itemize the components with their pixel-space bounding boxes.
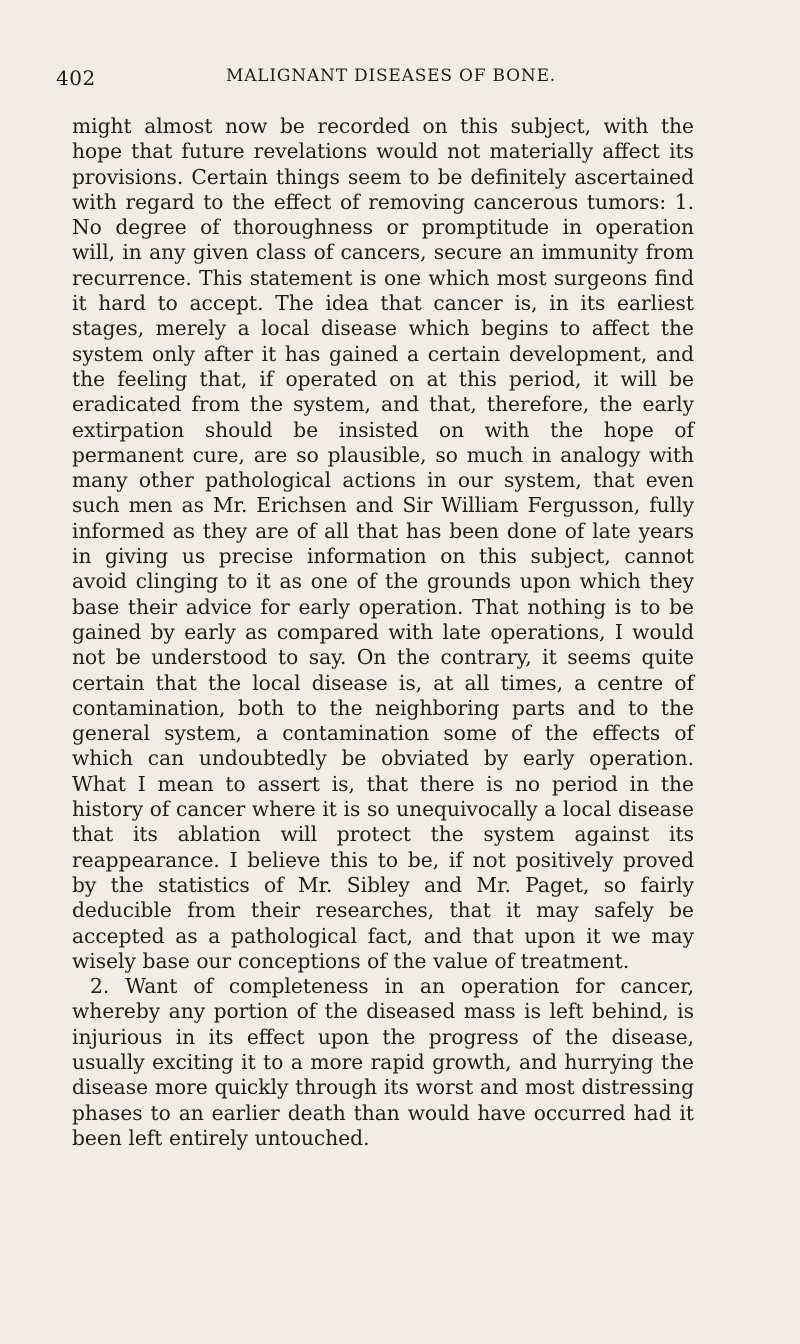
page-number: 402 [56, 66, 96, 90]
body-text [72, 114, 694, 1151]
paragraph: 2. Want of completeness in an operation for cancer, whereby any portion of the diseased mass is left behind, is injurious in its effect upon the progress of the disease, usually exciting it to a more rapid growth, and hurrying the disease more quickly through its worst and most distressing phases to an earlier death than would have occurred had it been left entirely untouched. [72, 974, 694, 1150]
paragraph: might almost now be recorded on this subject, with the hope that future revelations would not materially affect its provisions. Certain things seem to be definitely ascertained with regard to the effect of removing cancerous tumors: 1. No degree of thoroughness or promptitude in operation will, in any given class of cancers, secure an immunity from recurrence. This statement is one which most surgeons find it hard to accept. The idea that cancer is, in its earliest stages, merely a local disease which begins to affect the system only after it has gained a certain development, and the feeling that, if operated on at this period, it will be eradicated from the system, and that, therefore, the early extirpation should be insisted on with the hope of permanent cure, are so plausible, so much in analogy with many other pathological actions in our system, that even such men as Mr. Erichsen and Sir William Fergusson, fully informed as they are of all that has been done of late years in giving us precise information on this subject, cannot avoid clinging to it as one of the grounds upon which they base their advice for early operation. That nothing is to be gained by early as compared with late operations, I would not be understood to say. On the contrary, it seems quite certain that the local disease is, at all times, a centre of contamination, both to the neighboring parts and to the general system, a contamination some of the effects of which can undoubtedly be obviated by early operation. What I mean to assert is, that there is no period in the history of cancer where it is so unequivocally a local disease that its ablation will protect the system against its reappearance. I believe this to be, if not positively proved by the statistics of Mr. Sibley and Mr. Paget, so fairly deducible from their researches, that it may safely be accepted as a pathological fact, and that upon it we may wisely base our conceptions of the value of treatment. [72, 114, 694, 973]
running-head: MALIGNANT DISEASES OF BONE. [226, 66, 556, 86]
page-header [56, 66, 726, 96]
